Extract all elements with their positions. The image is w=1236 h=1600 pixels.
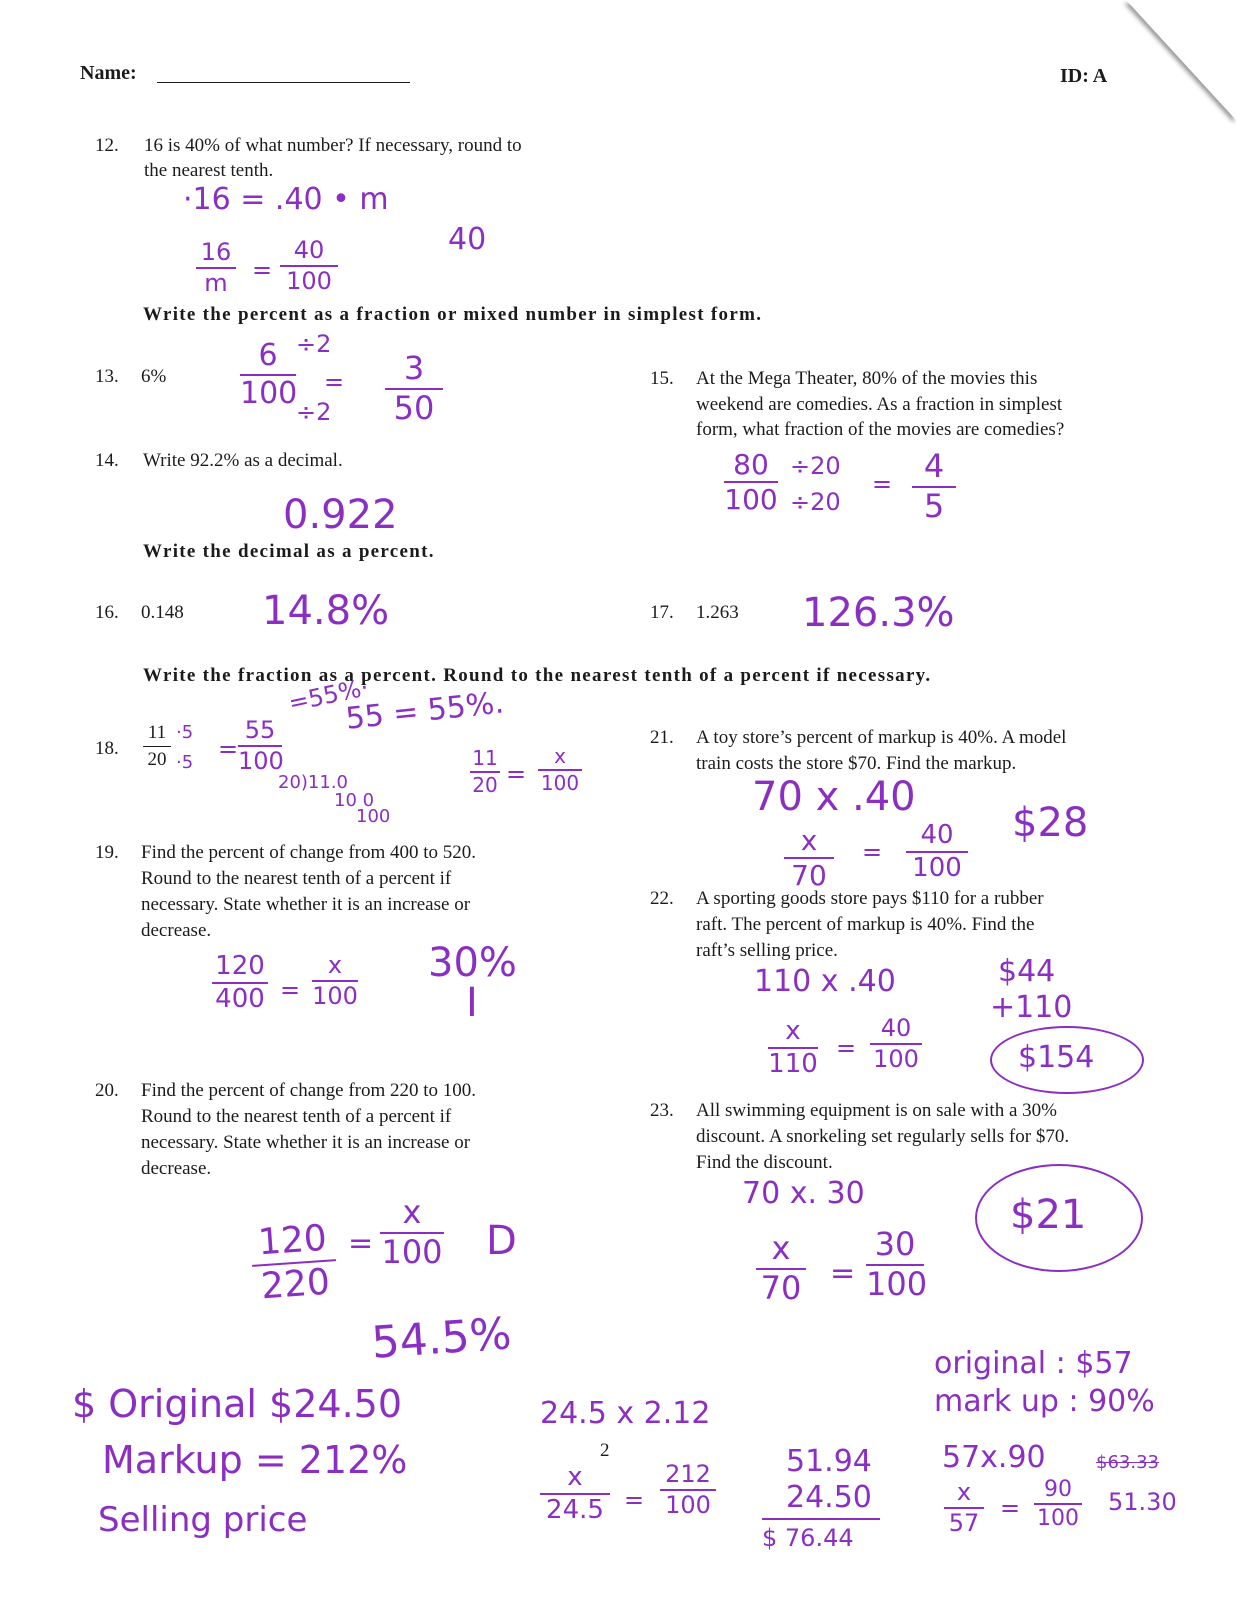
problem-15-line1: At the Mega Theater, 80% of the movies this	[696, 368, 1038, 389]
name-line	[157, 82, 410, 83]
hw-22-addend1: $44	[998, 954, 1056, 989]
hw-18-check-fraction: 11 20	[470, 748, 500, 796]
problem-22-line1: A sporting goods store pays $110 for a rubber	[696, 888, 1044, 909]
problem-13-number: 13.	[95, 366, 119, 387]
hw-12-fraction-left: 16 m	[196, 240, 236, 296]
hw-23-equals: =	[830, 1256, 856, 1291]
hw-19-direction: I	[466, 980, 478, 1026]
problem-21-line2: train costs the store $70. Find the markup.	[696, 753, 1017, 774]
problem-17-number: 17.	[650, 602, 674, 623]
problem-21-number: 21.	[650, 727, 674, 748]
hw-13-equals: =	[324, 368, 345, 396]
problem-12-line2: the nearest tenth.	[144, 160, 274, 181]
problem-22-number: 22.	[650, 888, 674, 909]
hw-19-x-fraction: x 100	[312, 951, 358, 1011]
hw-18-long-division-3: 100	[356, 806, 391, 827]
hw-18-check-equals: =	[506, 760, 527, 788]
hw-17-answer: 126.3%	[802, 590, 955, 636]
problem-13-text: 6%	[141, 366, 167, 387]
hw-20-answer: 54.5%	[370, 1308, 513, 1369]
hw-bottom-selling-price: Selling price	[98, 1500, 308, 1540]
problem-19-number: 19.	[95, 842, 119, 863]
hw-bottom-57-equals: =	[1000, 1494, 1021, 1522]
hw-12-equals: =	[252, 256, 273, 284]
page-number: 2	[600, 1440, 610, 1461]
hw-20-fraction: 120 220	[249, 1219, 338, 1306]
hw-22-equation: 110 x .40	[754, 964, 896, 999]
hw-bottom-multiply: 24.5 x 2.12	[540, 1396, 711, 1431]
problem-15-line2: weekend are comedies. As a fraction in simplest	[696, 394, 1063, 415]
instruction-decimal-to-percent: Write the decimal as a percent.	[143, 541, 435, 562]
problem-18-fraction: 11 20	[143, 722, 171, 771]
problem-16-number: 16.	[95, 602, 119, 623]
problem-20-line1: Find the percent of change from 220 to 100.	[141, 1080, 477, 1101]
problem-19-line1: Find the percent of change from 400 to 520.	[141, 842, 477, 863]
hw-13-div-bottom: ÷2	[296, 398, 332, 426]
hw-15-result: 4 5	[912, 450, 956, 523]
problem-23-number: 23.	[650, 1100, 674, 1121]
hw-12-equation: ·16 = .40 • m	[183, 182, 389, 217]
hw-18-equals: =	[218, 735, 239, 763]
hw-21-x-fraction: x 70	[784, 826, 834, 891]
problem-15-line3: form, what fraction of the movies are comedies?	[696, 419, 1065, 440]
hw-18-x-fraction: x 100	[538, 746, 582, 794]
hw-19-answer: 30%	[428, 940, 517, 986]
problem-22-line3: raft’s selling price.	[696, 940, 838, 961]
problem-16-text: 0.148	[141, 602, 184, 623]
hw-bottom-sum-line1: 51.94	[786, 1444, 872, 1479]
hw-18-mul-bottom: ·5	[176, 752, 194, 773]
hw-18-equiv-fraction: 55 100	[238, 716, 284, 776]
hw-18-mul-top: ·5	[176, 722, 194, 743]
hw-12-fraction-right: 40 100	[280, 238, 338, 294]
hw-bottom-x57-fraction: x 57	[944, 1480, 984, 1536]
hw-14-answer: 0.922	[283, 492, 398, 538]
hw-bottom-markup-90: mark up : 90%	[934, 1384, 1155, 1419]
hw-bottom-multiply-57: 57x.90	[942, 1440, 1046, 1475]
hw-bottom-x-fraction: x 24.5	[540, 1464, 610, 1525]
hw-23-equation: 70 x. 30	[742, 1176, 865, 1211]
problem-15-number: 15.	[650, 368, 674, 389]
hw-bottom-sum-total: $ 76.44	[762, 1524, 854, 1552]
problem-18-number: 18.	[95, 738, 119, 759]
hw-15-fraction: 80 100	[724, 448, 778, 517]
hw-13-div-top: ÷2	[296, 330, 332, 358]
name-label: Name:	[80, 62, 137, 84]
hw-21-equals: =	[862, 838, 883, 866]
hw-23-x-fraction: x 70	[756, 1232, 806, 1305]
hw-bottom-original: $ Original $24.50	[72, 1382, 402, 1426]
hw-22-equals: =	[836, 1034, 857, 1062]
hw-bottom-original-57: original : $57	[934, 1346, 1133, 1381]
instruction-fraction-to-percent: Write the fraction as a percent. Round to the nearest tenth of a percent if necessary.	[143, 665, 932, 686]
hw-21-equation: 70 x .40	[752, 774, 916, 820]
problem-23-line1: All swimming equipment is on sale with a 30%	[696, 1100, 1057, 1121]
hw-13-fraction: 6 100	[240, 338, 298, 411]
hw-15-equals: =	[872, 470, 893, 498]
hw-18-top-note: =55%·	[286, 673, 372, 718]
problem-19-line4: decrease.	[141, 920, 212, 941]
problem-12-line1: 16 is 40% of what number? If necessary, round to	[144, 135, 522, 156]
hw-bottom-markup: Markup = 212%	[102, 1438, 408, 1482]
hw-bottom-struck-value: $63.33	[1096, 1452, 1159, 1473]
problem-20-number: 20.	[95, 1080, 119, 1101]
problem-21-line1: A toy store’s percent of markup is 40%. A model	[696, 727, 1067, 748]
problem-20-line2: Round to the nearest tenth of a percent if	[141, 1106, 452, 1127]
hw-21-percent-fraction: 40 100	[906, 822, 968, 883]
hw-20-equals: =	[348, 1226, 374, 1261]
hw-23-percent-fraction: 30 100	[866, 1225, 928, 1303]
problem-22-line2: raft. The percent of markup is 40%. Find the	[696, 914, 1035, 935]
hw-bottom-90-fraction: 90 100	[1034, 1478, 1082, 1530]
hw-19-equals: =	[280, 976, 301, 1004]
problem-14-text: Write 92.2% as a decimal.	[143, 450, 343, 471]
hw-bottom-equals: =	[624, 1486, 645, 1514]
page-fold-corner	[1126, 0, 1236, 120]
problem-14-number: 14.	[95, 450, 119, 471]
problem-23-line2: discount. A snorkeling set regularly sells for $70.	[696, 1126, 1070, 1147]
hw-16-answer: 14.8%	[262, 588, 390, 634]
hw-20-direction: D	[486, 1218, 517, 1264]
hw-13-result: 3 50	[385, 352, 443, 425]
problem-23-line3: Find the discount.	[696, 1152, 833, 1173]
hw-18-mid-note: 55 = 55%.	[344, 685, 506, 737]
problem-12-number: 12.	[95, 135, 119, 156]
hw-15-div-top: ÷20	[790, 452, 841, 480]
hw-20-x-fraction: x 100	[381, 1193, 443, 1271]
hw-19-fraction: 120 400	[212, 953, 268, 1014]
hw-23-answer: $21	[1010, 1192, 1087, 1238]
hw-21-answer: $28	[1012, 800, 1089, 846]
hw-18-long-division-2: 10 0	[334, 790, 375, 811]
hw-12-answer: 40	[448, 222, 487, 257]
problem-19-line2: Round to the nearest tenth of a percent if	[141, 868, 452, 889]
problem-20-line4: decrease.	[141, 1158, 212, 1179]
hw-bottom-answer-5130: 51.30	[1108, 1488, 1177, 1516]
hw-22-percent-fraction: 40 100	[870, 1016, 922, 1072]
hw-bottom-percent-fraction: 212 100	[660, 1462, 716, 1518]
problem-19-line3: necessary. State whether it is an increase or	[141, 894, 471, 915]
problem-17-text: 1.263	[696, 602, 739, 623]
problem-20-line3: necessary. State whether it is an increase or	[141, 1132, 471, 1153]
hw-18-long-division: 20)11.0	[278, 772, 349, 793]
hw-bottom-sum-line2: 24.50	[786, 1480, 872, 1515]
hw-22-addend2: +110	[990, 990, 1073, 1025]
hw-22-x-fraction: x 110	[768, 1016, 818, 1080]
hw-22-answer: $154	[1018, 1040, 1095, 1075]
instruction-percent-to-fraction: Write the percent as a fraction or mixed number in simplest form.	[143, 304, 763, 325]
hw-15-div-bottom: ÷20	[790, 488, 841, 516]
hw-bottom-sum-bar	[762, 1518, 880, 1520]
id-label: ID: A	[1060, 65, 1108, 87]
